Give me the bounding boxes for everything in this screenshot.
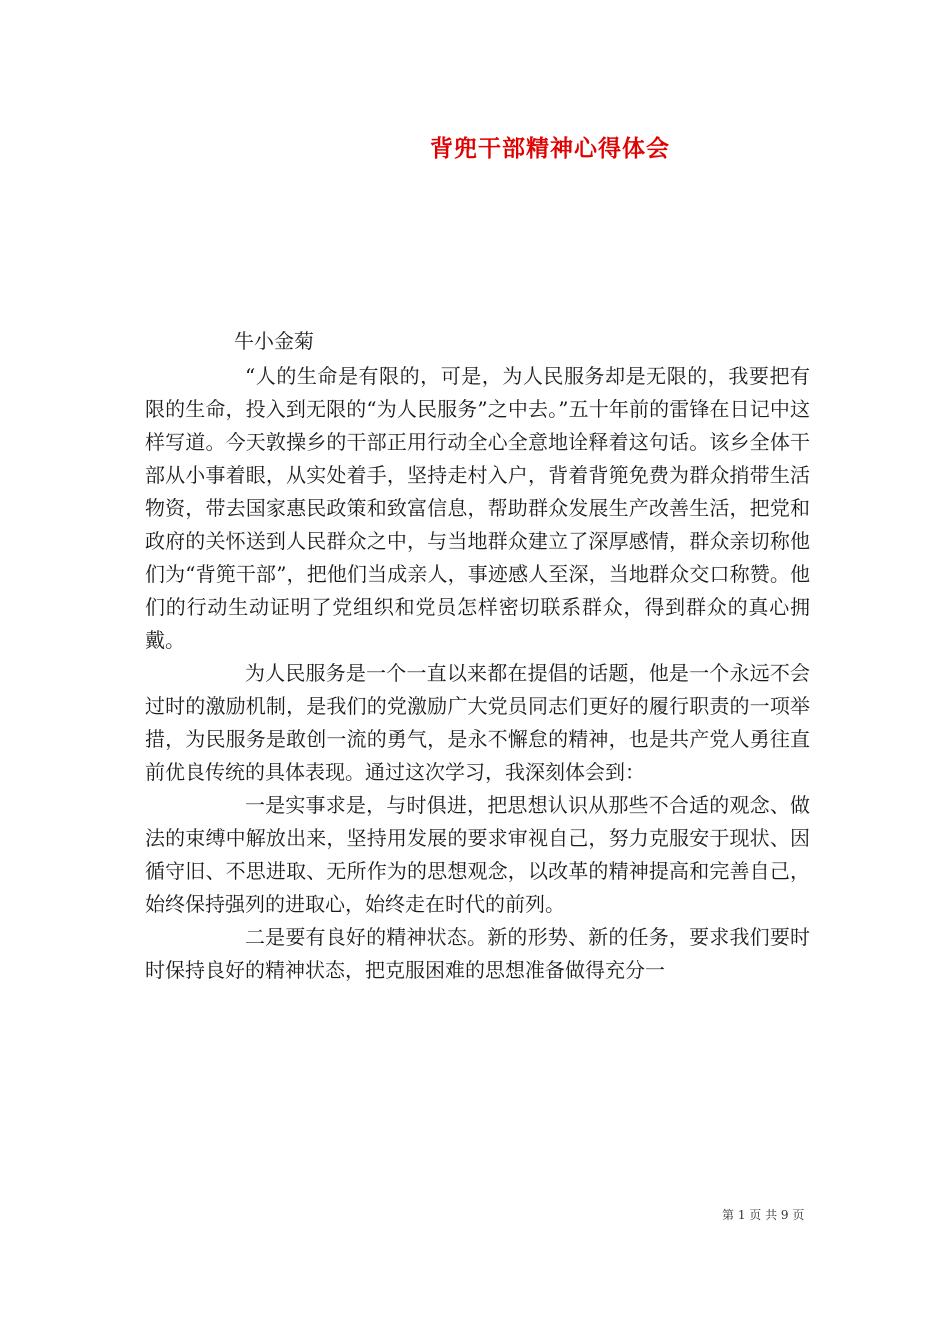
body-paragraph: 一是实事求是，与时俱进，把思想认识从那些不合适的观念、做法的束缚中解放出来，坚持用发展的要求审视自己，努力克服安于现状、因循守旧、不思进取、无所作为的思想观念，以改革的精神提高和完善自己，始终保持强列的进取心，始终走在时代的前列。 [145, 793, 810, 916]
document-body [145, 360, 810, 987]
page-number-footer: 第 1 页 共 9 页 [722, 1208, 805, 1222]
body-paragraph: “人的生命是有限的，可是，为人民服务却是无限的，我要把有限的生命，投入到无限的“为人民服务”之中去。”五十年前的雷锋在日记中这样写道。今天敦操乡的干部正用行动全心全意地诠释着这句话。该乡全体干部从小事着眼，从实处着手，坚持走村入户，背着背篼免费为群众捎带生活物资，带去国家惠民政策和致富信息，帮助群众发展生产改善生活，把党和政府的关怀送到人民群众之中，与当地群众建立了深厚感情，群众亲切称他们为“背篼干部”，把他们当成亲人，事迹感人至深，当地群众交口称赞。他们的行动生动证明了党组织和党员怎样密切联系群众，得到群众的真心拥戴。 [145, 364, 810, 652]
page-title: 背兜干部精神心得体会 [430, 135, 670, 162]
body-paragraph: 二是要有良好的精神状态。新的形势、新的任务，要求我们要时时保持良好的精神状态，把克服困难的思想准备做得充分一 [145, 925, 810, 982]
author-name: 牛小金菊 [234, 329, 314, 353]
body-paragraph: 为人民服务是一个一直以来都在提倡的话题，他是一个永远不会过时的激励机制，是我们的党激励广大党员同志们更好的履行职责的一项举措，为民服务是敢创一流的勇气，是永不懈怠的精神，也是共产党人勇往直前优良传统的具体表现。通过这次学习，我深刻体会到： [145, 661, 810, 784]
